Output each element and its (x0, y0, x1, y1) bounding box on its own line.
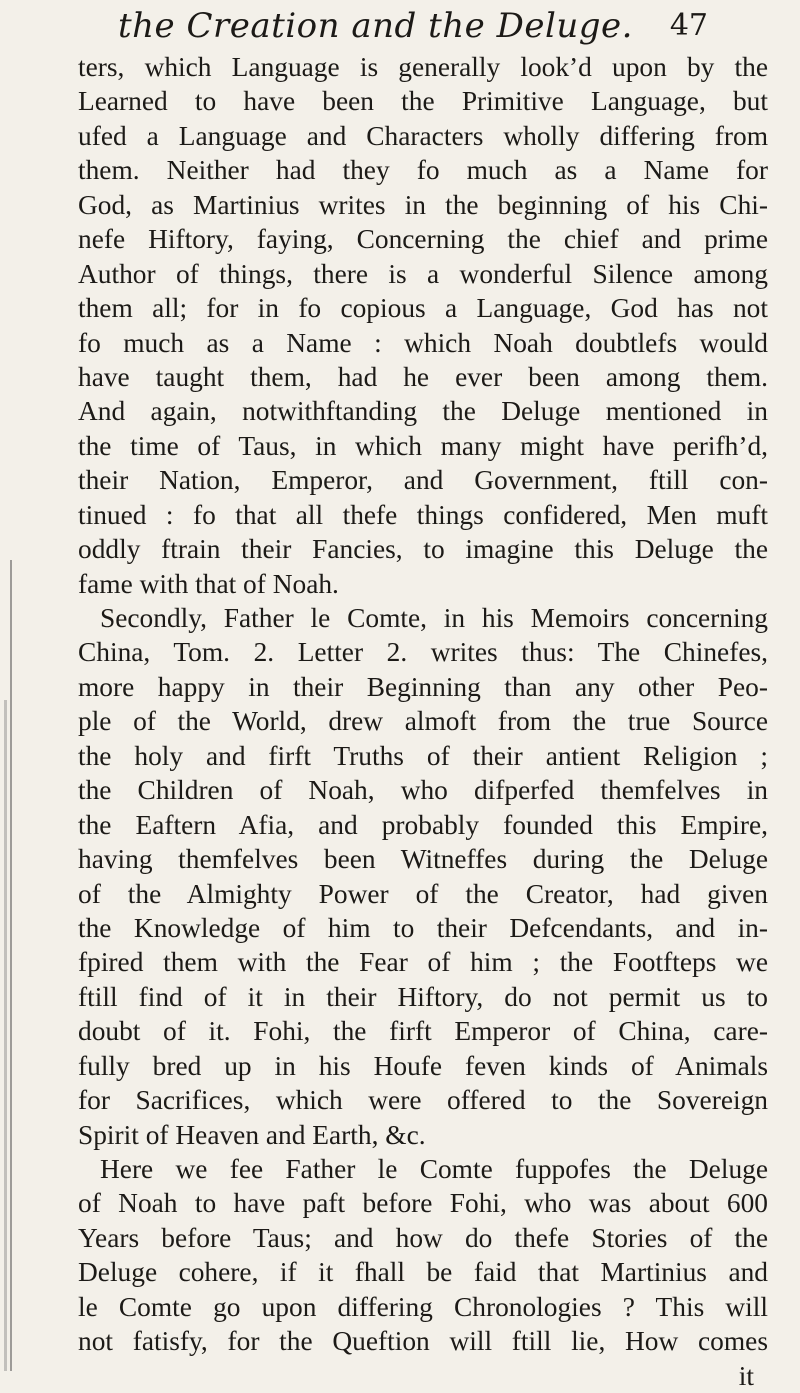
text-line: Author of things, there is a wonderful Silence among (78, 258, 768, 289)
text-line: nefe Hiftory, faying, Concerning the chief and prime (78, 224, 768, 255)
text-line: fo much as a Name : which Noah doubtlefs would (78, 327, 768, 358)
text-line: doubt of it. Fohi, the firft Emperor of China, care- (78, 1016, 768, 1047)
text-line: tinued : fo that all thefe things confidered, Men muft (78, 499, 768, 530)
text-line: ters, which Language is generally look’d upon by the (78, 52, 768, 82)
text-line: the Eaftern Afia, and probably founded this Empire, (78, 809, 768, 840)
text-line: not fatisfy, for the Queftion will ftill lie, How comes (78, 1326, 768, 1357)
body-text (78, 50, 768, 1393)
binding-shadow (4, 700, 7, 1371)
text-line: their Nation, Emperor, and Government, ftill con- (78, 465, 768, 496)
text-line: Learned to have been the Primitive Language, but (78, 86, 768, 117)
paragraph-start-line: Secondly, Father le Comte, in his Memoirs concerning (100, 603, 768, 633)
text-line: for Sacrifices, which were offered to the Sovereign (78, 1085, 768, 1116)
catchword: it (738, 1360, 754, 1391)
running-header (118, 6, 708, 50)
text-line: ftill find of it in their Hiftory, do not permit us to (78, 981, 768, 1012)
text-line: oddly ftrain their Fancies, to imagine this Deluge the (78, 534, 768, 565)
text-line: ufed a Language and Characters wholly differing from (78, 120, 768, 151)
text-line: of Noah to have paft before Fohi, who was about 600 (78, 1188, 768, 1219)
text-line: ple of the World, drew almoft from the true Source (78, 706, 768, 737)
text-line: And again, notwithftanding the Deluge mentioned in (78, 396, 768, 427)
text-line: the Children of Noah, who difperfed themfelves in (78, 775, 768, 806)
text-line: more happy in their Beginning than any other Peo- (78, 671, 768, 702)
text-line: Deluge cohere, if it fhall be faid that Martinius and (78, 1257, 768, 1288)
text-line: God, as Martinius writes in the beginning of his Chi- (78, 189, 768, 220)
text-line: le Comte go upon differing Chronologies ? This will (78, 1291, 768, 1322)
text-line: the Knowledge of him to their Defcendants, and in- (78, 912, 768, 943)
text-line: China, Tom. 2. Letter 2. writes thus: The Chinefes, (78, 637, 768, 668)
text-line: them. Neither had they fo much as a Name for (78, 155, 768, 186)
text-line: having themfelves been Witneffes during the Deluge (78, 844, 768, 875)
text-line: fpired them with the Fear of him ; the Footfteps we (78, 947, 768, 978)
text-line: Spirit of Heaven and Earth, &c. (78, 1119, 426, 1150)
running-title: the Creation and the Deluge. (118, 6, 633, 46)
text-line: them all; for in fo copious a Language, God has not (78, 293, 768, 324)
text-line: the holy and firft Truths of their antient Religion ; (78, 740, 768, 771)
text-line: have taught them, had he ever been among them. (78, 361, 768, 392)
page-number: 47 (669, 8, 708, 43)
text-line: of the Almighty Power of the Creator, had given (78, 878, 768, 909)
text-line: the time of Taus, in which many might have perifh’d, (78, 430, 768, 461)
text-line: fully bred up in his Houfe feven kinds of Animals (78, 1050, 768, 1081)
paragraph-start-line: Here we fee Father le Comte fuppofes the Deluge (100, 1154, 768, 1184)
text-line: fame with that of Noah. (78, 568, 339, 599)
text-line: Years before Taus; and how do thefe Stories of the (78, 1222, 768, 1253)
